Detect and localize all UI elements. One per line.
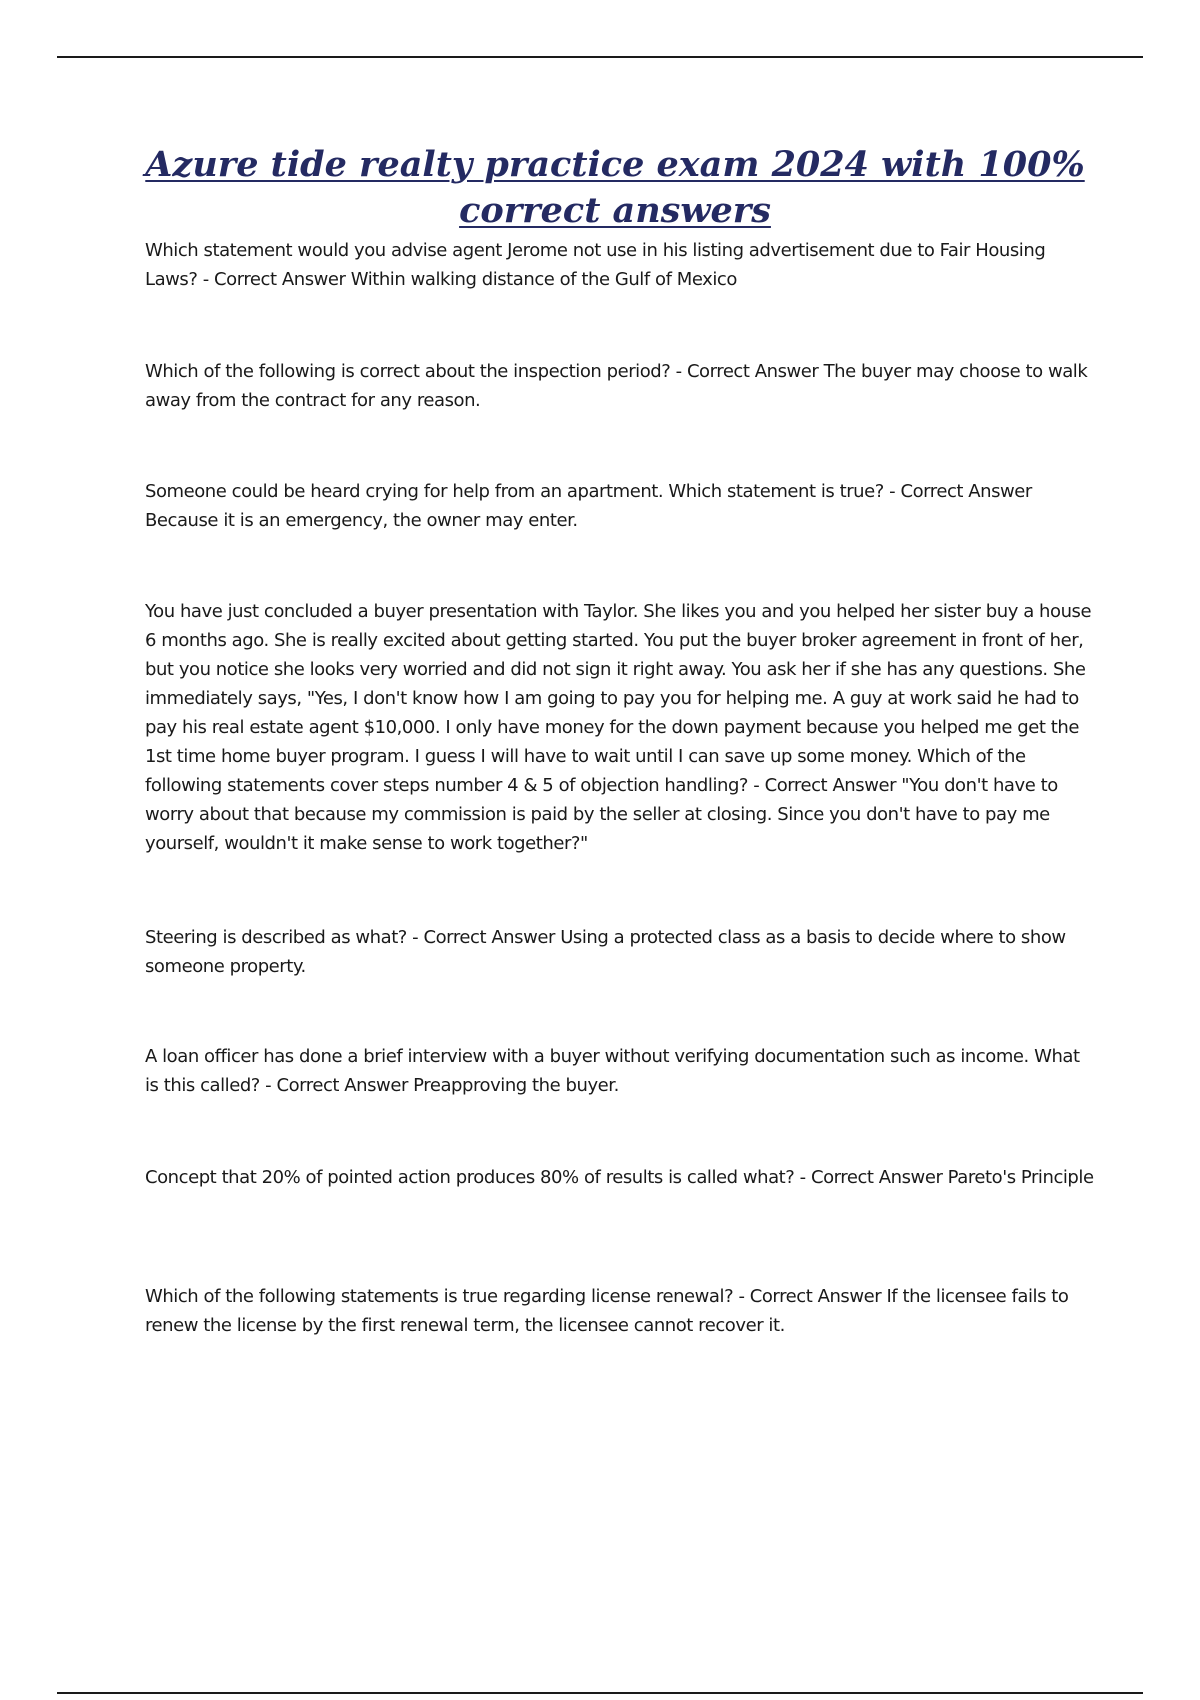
header-rule bbox=[57, 56, 1143, 58]
qa-entry: Which of the following statements is true regarding license renewal? - Correct Answer If the licensee fails to renew the license by the first renewal term, the licensee cannot recover it. bbox=[145, 1286, 1069, 1336]
qa-entry: Someone could be heard crying for help from an apartment. Which statement is true? - Correct Answer Because it is an emergency, the owner may enter. bbox=[145, 481, 1032, 531]
footer-rule bbox=[57, 1692, 1143, 1694]
qa-entry: A loan officer has done a brief interview with a buyer without verifying documentation such as income. What is this called? - Correct Answer Preapproving the buyer. bbox=[145, 1046, 1080, 1096]
qa-entry: You have just concluded a buyer presentation with Taylor. She likes you and you helped her sister buy a house 6 months ago. She is really excited about getting started. You put the buyer broker agreement in front of her, but you notice she looks very worried and did not sign it right away. You ask her if she has any questions. She immediately says, "Yes, I don't know how I am going to pay you for helping me. A guy at work said he had to pay his real estate agent $10,000. I only have money for the down payment because you helped me get the 1st time home buyer program. I guess I will have to wait until I can save up some money. Which of the following statements cover steps number 4 & 5 of objection handling? - Correct Answer "You don't have to worry about that because my commission is paid by the seller at closing. Since you don't have to pay me yourself, wouldn't it make sense to work together?" bbox=[145, 601, 1092, 854]
qa-entry: Steering is described as what? - Correct Answer Using a protected class as a basis to decide where to show someone property. bbox=[145, 927, 1066, 977]
qa-entry: Which of the following is correct about the inspection period? - Correct Answer The buyer may choose to walk away from the contract for any reason. bbox=[145, 361, 1088, 411]
qa-entry: Concept that 20% of pointed action produces 80% of results is called what? - Correct Answer Pareto's Principle bbox=[145, 1167, 1094, 1188]
qa-entry: Which statement would you advise agent Jerome not use in his listing advertisement due to Fair Housing Laws? - Correct Answer Within walking distance of the Gulf of Mexico bbox=[145, 240, 1046, 290]
document-title: Azure tide realty practice exam 2024 with 100% correct answers bbox=[145, 144, 1085, 231]
